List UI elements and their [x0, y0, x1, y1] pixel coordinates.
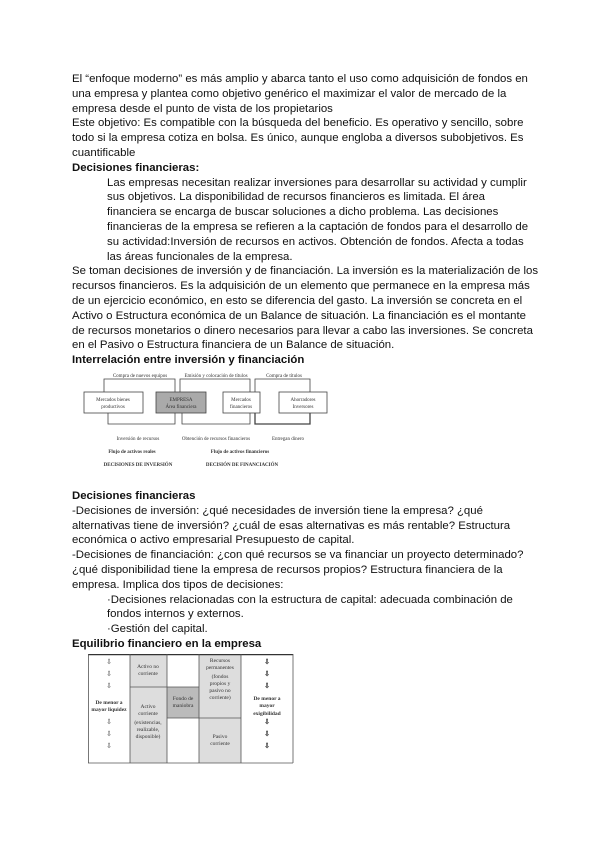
flow-label: Flujo de activos reales [108, 450, 156, 455]
cell-text: Activo no [137, 664, 159, 670]
right-label: De menor a [253, 696, 281, 702]
text-line: ·Decisiones relacionadas con la estructura de capital: adecuada combinación de [107, 593, 513, 606]
arrow-down-icon: ⇩ [264, 718, 270, 726]
decision-label: DECISIONES DE INVERSIÓN [103, 463, 173, 468]
cell-text: corriente [210, 741, 230, 747]
cell-text: (existencias, [134, 720, 162, 726]
box-label: Mercados bienes [96, 398, 130, 403]
section-heading: Interrelación entre inversión y financiación [72, 354, 305, 367]
arrow-down-icon: ⇩ [264, 730, 270, 738]
arrow-down-icon: ⇩ [106, 742, 112, 750]
text-line: Activo o Estructura económica de un Balance de situación. La financiación es el montante [72, 309, 526, 322]
text-line: -Decisiones de inversión: ¿qué necesidades de inversión tiene la empresa? ¿qué [72, 504, 483, 517]
text-line: ·Gestión del capital. [107, 623, 208, 636]
flow-label: Flujo de activos financieros [210, 450, 270, 455]
cell-text: permanentes [206, 665, 234, 671]
bottom-label: Inversión de recursos [116, 437, 160, 442]
text-line: alternativas tiene de inversión? ¿cuál de esas alternativas es más rentable? Estructura [72, 519, 511, 532]
cell-text: Activo [140, 704, 156, 710]
text-line: en el Pasivo o Estructura financiera de un Balance de situación. [72, 339, 395, 352]
cell-text: corriente) [209, 695, 231, 701]
box-label: Ahorradores [290, 398, 316, 403]
cell-text: Pasivo [212, 734, 228, 740]
text-line: empresa desde el punto de vista de los propietarios [72, 102, 333, 115]
cell-text: pasivo no [209, 688, 231, 694]
text-line: fondos internos y externos. [107, 608, 244, 621]
right-label: mayor [259, 703, 275, 709]
bottom-label: Obtención de recursos financieros [181, 437, 251, 442]
cell-text: propios y [209, 681, 231, 687]
text-line: de recursos monetarios o dinero necesarios para llevar a cabo las inversiones. Se concreta [72, 324, 533, 337]
left-label: De menor a [95, 700, 123, 706]
text-line: Se toman decisiones de inversión y de financiación. La inversión es la materialización de los [72, 265, 539, 278]
text-line: de un ejercicio económico, en esto se diferencia del gasto. La inversión se concreta en el [72, 294, 523, 307]
decision-label: DECISIÓN DE FINANCIACIÓN [205, 463, 279, 468]
text-line: El “enfoque moderno” es más amplio y abarca tanto el uso como adquisición de fondos en [72, 73, 528, 85]
text-line: ¿qué disponibilidad tiene la empresa de recursos propios? Estructura financiera de la [72, 563, 503, 576]
box-label: EMPRESA [169, 398, 193, 403]
left-label: mayor liquidez [91, 707, 127, 713]
arrow-down-icon: ⇩ [264, 682, 270, 690]
arrow-down-icon: ⇩ [106, 730, 112, 738]
box-label: financieros [229, 405, 253, 410]
balance-table [88, 654, 294, 764]
cell-text: Recursos [209, 658, 231, 664]
arrow-down-icon: ⇩ [264, 658, 270, 666]
interrelation-diagram [80, 362, 440, 472]
text-line: -Decisiones de financiación: ¿con qué recursos se va financiar un proyecto determinado? [72, 549, 524, 562]
bottom-label: Entregan dinero [271, 437, 305, 442]
text-line: cuantificable [72, 146, 136, 159]
text-line: empresa. Implica dos tipos de decisiones: [72, 578, 284, 591]
text-line: sus objetivos. La disponibilidad de recursos financieros es limitada. El área [107, 191, 485, 204]
cell-text: disponible) [135, 734, 161, 740]
arrow-down-icon: ⇩ [264, 742, 270, 750]
arrow-down-icon: ⇩ [106, 670, 112, 678]
top-label: Compra de nuevos equipos [112, 374, 168, 379]
text-line: económica o activo empresarial Presupuesto de capital. [72, 534, 355, 547]
text-line: Este objetivo: Es compatible con la búsqueda del beneficio. Es operativo y sencillo, sobre [72, 117, 524, 130]
arrow-down-icon: ⇩ [106, 682, 112, 690]
box-label: Inversores [292, 405, 314, 410]
text-line: financieras de la empresa se refieren a la captación de fondos para el desarrollo de [107, 220, 529, 233]
top-label: Emisión y colocación de títulos [184, 374, 248, 379]
section-1 [72, 72, 542, 368]
top-label: Compra de títulos [266, 374, 302, 379]
box-label: productivos [101, 405, 125, 410]
text-line: su actividad:Inversión de recursos en activos. Obtención de fondos. Afecta a todas [107, 235, 524, 248]
text-line: financiera se encarga de buscar soluciones a dicho problema. Las decisiones [107, 206, 499, 219]
section-heading: Decisiones financieras [72, 490, 196, 502]
text-line: las áreas funcionales de la empresa. [107, 250, 293, 263]
text-line: Las empresas necesitan realizar inversiones para desarrollar su actividad y cumplir [107, 176, 527, 189]
text-line: recursos financieros. Es la adquisición de un elemento que permanece en la empresa más [72, 280, 530, 293]
section-heading: Decisiones financieras: [72, 161, 200, 174]
cell-text: corriente [138, 671, 158, 677]
arrow-down-icon: ⇩ [106, 718, 112, 726]
text-line: una empresa y plantea como objetivo genérico el maximizar el valor de mercado de la [72, 87, 507, 100]
cell-text: maniobra [172, 703, 194, 709]
cell-text: Fondo de [172, 696, 194, 702]
section-2 [72, 489, 542, 652]
box-label: Mercados [231, 398, 251, 403]
box-label: Área financiera [165, 405, 197, 410]
arrow-down-icon: ⇩ [106, 658, 112, 666]
text-line: todo si la empresa cotiza en bolsa. Es único, aunque engloba a diversos subobjetivos. Es [72, 132, 524, 145]
cell-text: realizable, [136, 727, 160, 733]
cell-text: corriente [138, 711, 158, 717]
cell-text: (fondos [211, 674, 229, 680]
section-heading: Equilibrio financiero en la empresa [72, 637, 262, 650]
right-label: exigibilidad [253, 711, 281, 717]
arrow-down-icon: ⇩ [264, 670, 270, 678]
